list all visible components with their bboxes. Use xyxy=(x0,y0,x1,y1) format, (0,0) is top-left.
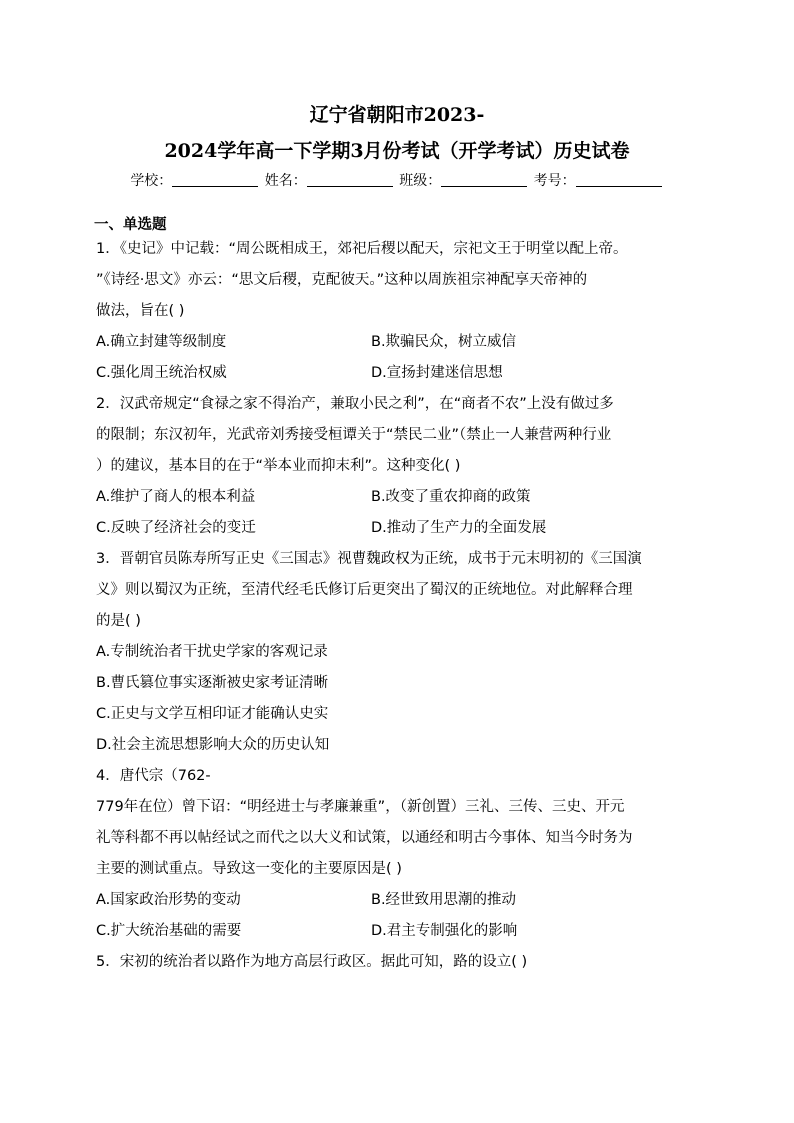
question-4-option-d: D.君主专制强化的影响 xyxy=(371,923,518,939)
question-1-option-a: A.确立封建等级制度 xyxy=(96,334,227,350)
question-4-line-2: 779年在位）曾下诏：“明经进士与孝廉兼重”，（新创置）三礼、三传、三史、开元 xyxy=(96,799,625,815)
question-3-option-a: A.专制统治者干扰史学家的客观记录 xyxy=(96,644,328,660)
exam-title-line-2: 2024学年高一下学期3月份考试（开学考试）历史试卷 xyxy=(164,140,630,162)
section-heading: 一、单选题 xyxy=(94,217,167,233)
question-4-option-a: A.国家政治形势的变动 xyxy=(96,892,241,908)
school-blank xyxy=(172,172,258,187)
question-4-line-1: 4．唐代宗（762- xyxy=(96,768,211,784)
name-label: 姓名： xyxy=(264,173,307,189)
question-3-line-1: 3．晋朝官员陈寿所写正史《三国志》视曹魏政权为正统，成书于元末明初的《三国演 xyxy=(96,551,642,567)
exam-title-line-1: 辽宁省朝阳市2023- xyxy=(309,104,485,126)
question-1-option-d: D.宣扬封建迷信思想 xyxy=(371,365,503,381)
question-4-line-3: 礼等科都不再以帖经试之而代之以大义和试策，以通经和明古今事体、知当今时务为 xyxy=(96,830,633,846)
question-2-line-3: ）的建议，基本目的在于“举本业而抑末利”。这种变化( ) xyxy=(96,458,461,474)
question-2-option-b: B.改变了重农抑商的政策 xyxy=(371,489,531,505)
class-label: 班级： xyxy=(399,173,442,189)
question-1-option-b: B.欺骗民众，树立威信 xyxy=(371,334,517,350)
question-2-option-a: A.维护了商人的根本利益 xyxy=(96,489,256,505)
question-3-option-b: B.曹氏篡位事实逐渐被史家考证清晰 xyxy=(96,675,329,691)
question-1-line-2: ”《诗经·思文》亦云：“思文后稷，克配彼天。”这种以周族祖宗神配享天帝神的 xyxy=(96,272,588,288)
question-2-line-2: 的限制；东汉初年，光武帝刘秀接受桓谭关于“禁民二业”（禁止一人兼营两种行业 xyxy=(96,427,612,443)
question-4-option-b: B.经世致用思潮的推动 xyxy=(371,892,517,908)
question-3-option-c: C.正史与文学互相印证才能确认史实 xyxy=(96,706,329,722)
school-label: 学校： xyxy=(130,173,173,189)
question-2-option-d: D.推动了生产力的全面发展 xyxy=(371,520,547,536)
question-1-line-3: 做法，旨在( ) xyxy=(96,303,185,319)
question-4-option-c: C.扩大统治基础的需要 xyxy=(96,923,242,939)
question-3-line-3: 的是( ) xyxy=(96,613,141,629)
class-blank xyxy=(441,172,527,187)
question-3-option-d: D.社会主流思想影响大众的历史认知 xyxy=(96,737,330,753)
student-info-row xyxy=(0,170,794,192)
question-2-line-1: 2．汉武帝规定“食禄之家不得治产，兼取小民之利”，在“商者不农”上没有做过多 xyxy=(96,396,614,412)
question-2-option-c: C.反映了经济社会的变迁 xyxy=(96,520,256,536)
exam-number-label: 考号： xyxy=(533,173,576,189)
question-1-option-c: C.强化周王统治权威 xyxy=(96,365,227,381)
question-3-line-2: 义》则以蜀汉为正统，至清代经毛氏修订后更突出了蜀汉的正统地位。对此解释合理 xyxy=(96,582,633,598)
question-4-line-4: 主要的测试重点。导致这一变化的主要原因是( ) xyxy=(96,861,402,877)
question-5-line-1: 5．宋初的统治者以路作为地方高层行政区。据此可知，路的设立( ) xyxy=(96,954,528,970)
name-blank xyxy=(307,172,393,187)
exam-number-blank xyxy=(576,172,662,187)
question-1-line-1: 1．《史记》中记载：“周公既相成王，郊祀后稷以配天，宗祀文王于明堂以配上帝。 xyxy=(96,241,628,257)
